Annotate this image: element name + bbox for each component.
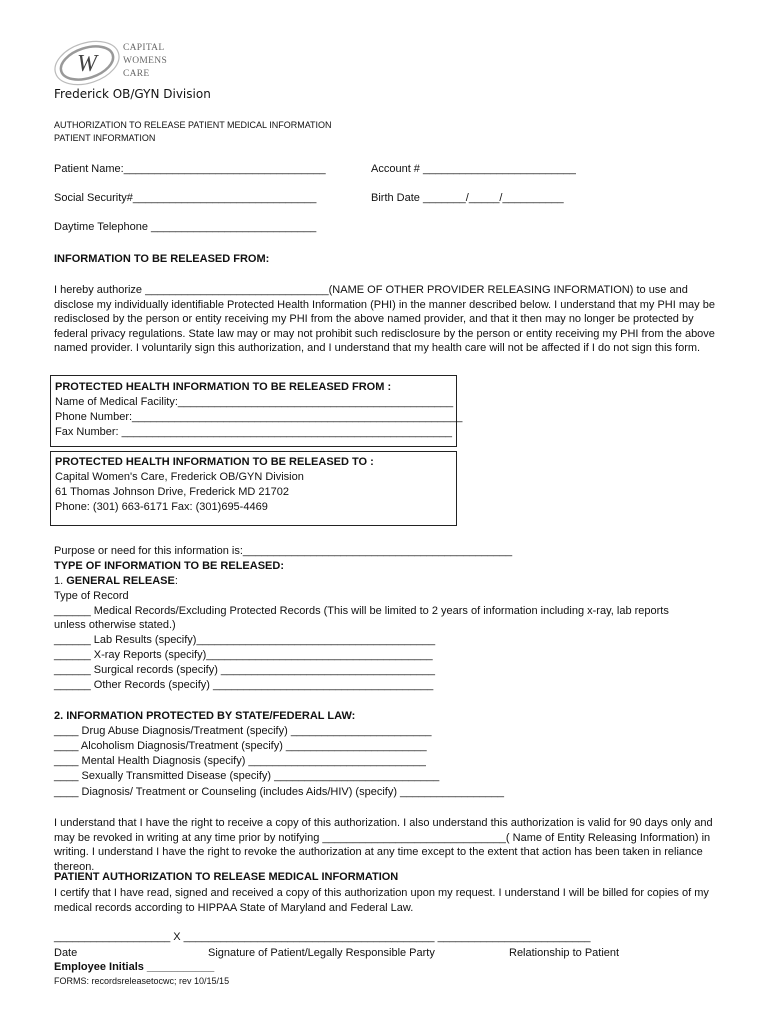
division-name: Frederick OB/GYN Division — [54, 87, 211, 101]
patient-authorization-heading: PATIENT AUTHORIZATION TO RELEASE MEDICAL INFORMATION — [54, 871, 399, 883]
medical-records-continued: unless otherwise stated.) — [54, 619, 176, 631]
surgical-records-field[interactable]: ______ Surgical records (specify) ___________________________________ — [54, 664, 436, 676]
lab-results-field[interactable]: ______ Lab Results (specify)_______________________________________ — [54, 634, 436, 646]
release-to-line-2: 61 Thomas Johnson Drive, Frederick MD 21702 — [55, 486, 289, 498]
hiv-counseling-field[interactable]: ____ Diagnosis/ Treatment or Counseling (includes Aids/HIV) (specify) _________________ — [54, 786, 505, 798]
std-field[interactable]: ____ Sexually Transmitted Disease (specify) ___________________________ — [54, 770, 440, 782]
alcoholism-field[interactable]: ____ Alcoholism Diagnosis/Treatment (specify) _______________________ — [54, 740, 427, 752]
svg-text:W: W — [77, 51, 97, 77]
type-of-record-label: Type of Record — [54, 590, 129, 602]
purpose-field[interactable]: Purpose or need for this information is:____________________________________________ — [54, 545, 513, 557]
mental-health-field[interactable]: ____ Mental Health Diagnosis (specify) _____________________________ — [54, 755, 426, 767]
medical-records-field[interactable]: ______ Medical Records/Excluding Protected Records (This will be limited to 2 years of information including x-ray, lab reports — [54, 605, 669, 617]
birth-date-field[interactable]: Birth Date _______/_____/__________ — [371, 192, 564, 204]
other-records-field[interactable]: ______ Other Records (specify) ____________________________________ — [54, 679, 434, 691]
box-from-heading: PROTECTED HEALTH INFORMATION TO BE RELEASED FROM : — [55, 381, 392, 393]
employee-initials-field[interactable]: Employee Initials ___________ — [54, 961, 215, 973]
ssn-field[interactable]: Social Security#______________________________ — [54, 192, 317, 204]
signature-line[interactable]: ___________________ X _________________________________________ _________________________ — [54, 931, 591, 943]
form-title: AUTHORIZATION TO RELEASE PATIENT MEDICAL INFORMATION — [54, 120, 332, 130]
date-label: Date — [54, 947, 78, 959]
box-to-heading: PROTECTED HEALTH INFORMATION TO BE RELEASED TO : — [55, 456, 374, 468]
release-to-line-3: Phone: (301) 663-6171 Fax: (301)695-4469 — [55, 501, 268, 513]
general-release-heading: 1. GENERAL RELEASE: — [54, 575, 178, 587]
release-from-box — [50, 375, 463, 447]
authorization-paragraph: I hereby authorize ______________________________(NAME OF OTHER PROVIDER RELEASING INFORMATION) to use and disclose my individually identifiable Protected Health Information (PHI) in the manner described below. I understand that my PHI may be redisclosed by the person or entity receiving my PHI from the above named provider, and that it then may no longer be protected by federal privacy regulations. State law may or may not prohibit such redisclosure by the person or entity receiving my PHI from the above named provider. I voluntarily sign this authorization, and I understand that my health care will not be affected if I do not sign this form. — [54, 284, 715, 354]
facility-fax-field[interactable]: Fax Number: ______________________________________________________ — [55, 426, 452, 438]
certify-paragraph: I certify that I have read, signed and received a copy of this authorization upon my request. I understand I will be billed for copies of my medical records according to HIPPAA State of Maryland and Federal Law. — [54, 887, 709, 914]
section-title: PATIENT INFORMATION — [54, 133, 156, 143]
release-from-heading: INFORMATION TO BE RELEASED FROM: — [54, 253, 270, 265]
patient-name-field[interactable]: Patient Name:_________________________________ — [54, 163, 326, 175]
release-to-box — [50, 451, 457, 526]
release-to-line-1: Capital Women's Care, Frederick OB/GYN Division — [55, 471, 304, 483]
relationship-label: Relationship to Patient — [509, 947, 620, 959]
revoke-paragraph: I understand that I have the right to receive a copy of this authorization. I also understand this authorization is valid for 90 days only and may be revoked in writing at any time prior by notifying ______________________________( Name of Entity Releasing Information) in writing. I understand I have the right to revoke the authorization at any time except to the extent that action has been taken in reliance thereon. — [54, 817, 713, 873]
protected-info-heading: 2. INFORMATION PROTECTED BY STATE/FEDERAL LAW: — [54, 710, 356, 722]
facility-phone-field[interactable]: Phone Number:______________________________________________________ — [55, 411, 463, 423]
logo-wordmark: CAPITAL WOMENS CARE — [123, 43, 168, 79]
daytime-phone-field[interactable]: Daytime Telephone ___________________________ — [54, 221, 317, 233]
signature-label: Signature of Patient/Legally Responsible Party — [208, 947, 435, 959]
facility-name-field[interactable]: Name of Medical Facility:_____________________________________________ — [55, 396, 454, 408]
drug-abuse-field[interactable]: ____ Drug Abuse Diagnosis/Treatment (specify) _______________________ — [54, 725, 432, 737]
form-footer: FORMS: recordsreleasetocwc; rev 10/15/15 — [54, 976, 230, 986]
xray-reports-field[interactable]: ______ X-ray Reports (specify)_____________________________________ — [54, 649, 433, 661]
account-field[interactable]: Account # _________________________ — [371, 163, 576, 175]
type-heading: TYPE OF INFORMATION TO BE RELEASED: — [54, 560, 284, 572]
